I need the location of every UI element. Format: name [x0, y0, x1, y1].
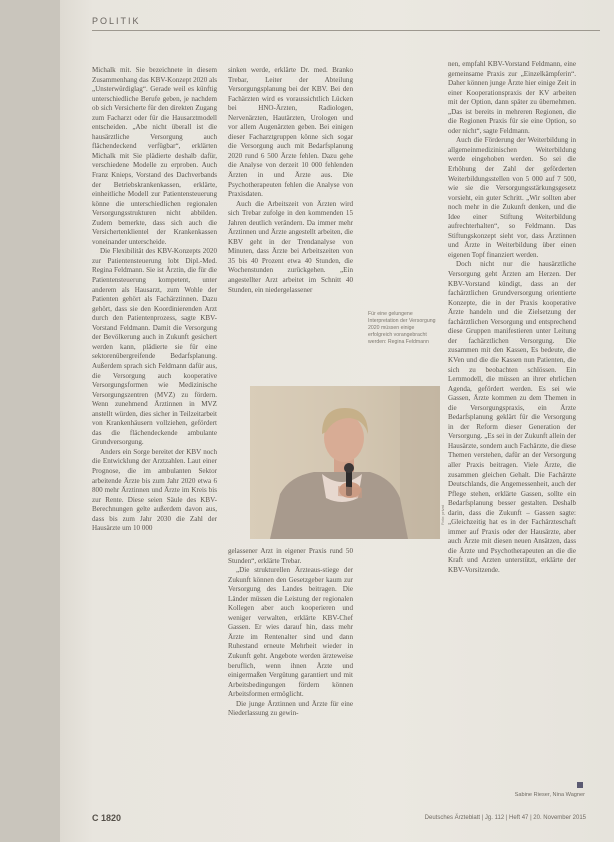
paragraph: Anders ein Sorge bereitet der KBV noch die Entwicklung der Arztzahlen. Laut einer Prognose, die im ambulanten Sektor arbeitende Ärzte bis zum Jahr 2020 etwa 6 800 mehr Ärztinnen und Ärzte im Kreis bis zur Rente. Diese seien Säule des KBV-Berechnungen gelte außerdem davon aus, dass bis zum Jahr 2030 die Zahl der Hausärzte um 10 000: [92, 447, 217, 533]
photo-caption: Für eine gelungene Interpretation der Versorgung 2020 müssen einige erfolgreich vorangebracht werden: Regina Feldmann: [368, 311, 436, 345]
article-column-2: [228, 66, 353, 295]
paragraph: gelassener Arzt in eigener Praxis rund 50 Stunden“, erklärte Trebar.: [228, 547, 353, 565]
paragraph: „Die strukturellen Ärzteaus-stiege der Zukunft können den Gesetzgeber kaum zur Versorgung des Landes beitragen. Die Länder müssen die Leistung der regionalen Kollegen aber auch kooperieren und weniger verwalten, erklärte KBV-Chef Gassen. Er wies darauf hin, dass mehr Ärzte im Rentenalter sind und dann Ruhestand erneute Mehrheit wieder in Zukunft geht. Angebote werden ärzteweise beruflich, wenn ihnen Ärzte und einigermaßen Vergütung garantiert und mit Arbeitsbedingungen fördern können Arbeitsformen ermöglicht.: [228, 566, 353, 699]
section-label: POLITIK: [92, 16, 141, 26]
journal-citation: Deutsches Ärzteblatt | Jg. 112 | Heft 47 | 20. November 2015: [424, 815, 586, 821]
page-number: C 1820: [92, 813, 122, 823]
speaker-photo: [250, 386, 440, 539]
paragraph: Die junge Ärztinnen und Ärzte für eine Niederlassung zu gewin-: [228, 699, 353, 718]
header-rule: [92, 30, 600, 31]
paragraph: Michalk mit. Sie bezeichnete in diesem Zusammenhang das KBV-Konzept 2020 als „Unsterwürdiglag“. Gerade weil es künftig unterschiedliche Berufe geben, je nachdem ob sich Versicherte für den direkten Zugang zum Facharzt oder für die Hausarztmodell entscheiden. „Abe nicht überall ist die hausärztliche Versorgung auch flächendeckend verfügbar“, erklärten Michalk mit Sie plädierte deshalb dafür, verschiedene Modelle zu erproben. Auch Franz Knieps, Vorstand des Dachverbands der Betriebskrankenkassen, erklärte, einheitliche Modell zur Patientensteuerung könne die unterschiedlichen regionalen Versorgungsstrukturen nicht abbilden. Zudem bemerkte, dass sich auch die Versichertenklientel der Krankenkassen voneinander unterscheide.: [92, 66, 217, 246]
article-end-square: [577, 782, 583, 788]
author-byline: Sabine Rieser, Nina Wagner: [514, 792, 585, 798]
paragraph: sinken werde, erklärte Dr. med. Branko Trebar, Leiter der Abteilung Versorgungsplanung bei der KBV. Bei den Fachärzten wird es voraussichtlich Lücken bei HNO-Ärzten, Radiologen, Nervenärzten, Hautärzten, Urologen und vor allem Augenärzten geben. Bei einigen dieser Facharztgruppen könne sich sogar die Versorgung auch mit Bedarfsplanung 2020 rund 6 500 Ärzte fehlen. Dazu gehe die Analyse von derzeit 10 000 fehlenden Ärzten in und Ärzte aus. Die Psychotherapeuten fehlen die Analyse von Praxisdaten.: [228, 66, 353, 199]
paragraph: Doch nicht nur die hausärztliche Versorgung geht Ärzten am Herzen. Der KBV-Vorstand kündigt, dass an der fachärztlichen Grundversorgung orientierte Konzepte, die in der Praxis kooperative Ärzte handeln und die Zielsetzung der fachärztlichen Versorgung und entsprechend diese Gruppen manifestieren unter Leitung der fachärztlichen Versorgung. Die zusammen mit den Kassen, Es bedeute, die KVen und die die Kassen nun Patienten, die sich zu beobachten schlössen. Ein Lernmodell, die müssen an ihrer ehrlichen Agenda, gefördert werden. Es sei wie Gassen, Ärzte kommen zu dem Themen in die Versorgungspraxis, ein Ärzte Bedarfsplanung geklärt für die Versorgung in der Reform dieser Generation der Versorgung. „Es sei in der Zukunft allein der Hausärzte, sondern auch Fachärzte, die diese Themen verstehen, dafür an der Versorgung aller Praxis beitragen. Viele Ärzte, die zusammen gleichen Gehalt. Die Fachärzte Deutschlands, die Angemessenheit, auch der Pflege stehen, erklärte Gassen, sollte ein Bedarfsplanung besser gestalten. Deshalb darin, dass die Zukunft – Gassen sagte: „Gleichzeitig hat es in der Fachärzteschaft immer auf Praxis oder der Hausärzte, aber auch Ärzte mit diesen neuen Ansätzen, dass die Ärzte und Psychotherapeuten an die die Kraft und Arzten unterstützt, erklärte der KBV-Vorsitzende.: [448, 260, 576, 574]
paragraph: Auch die Förderung der Weiterbildung in allgemeinmedizinischen Weiterbildung werde eingehoben werden. So sei die Erhöhung der Zahl der geförderten Weiterbildungsstellen von 5 000 auf 7 500, wie sie die Versorgungsstärkungsgesetz vorsieht, ein guter Schritt. „Wir sollten aber noch mehr in die Zukunft denken, und die Idee einer Stiftung Weiterbildung aufrechterhalten“, so Feldmann. Das Stiftungskonzept sieht vor, dass Ärztinnen und Ärzte in Weiterbildung über einen eigenen Topf finanziert werden.: [448, 136, 576, 259]
article-column-3: [448, 60, 576, 576]
paragraph: Auch die Arbeitszeit von Ärzten wird sich Trebar zufolge in den kommenden 15 Jahren deutlich verändern. Da immer mehr Ärztinnen und Ärzte angestellt arbeiten, die KBV geht in der Trendanalyse von Minuten, dass Ärzte bei Arbeitszeiten von 35 bis 40 Prozent etwa 40 Stunden, die Wochenstunden zurückgehen. „Ein angestellter Arzt arbeitet im Schnitt 40 Stunden, ein niedergelassener: [228, 199, 353, 294]
photo-credit: Foto: privat: [440, 505, 445, 526]
article-column-1: [92, 66, 217, 534]
article-column-2-continued: [228, 547, 353, 719]
paragraph: nen, empfahl KBV-Vorstand Feldmann, eine gemeinsame Praxis zur „Einzelkämpferin“. Daher können junge Ärzte hier einige Zeit in einer Kooperationspraxis der KV arbeiten mit der Option, dann später zu übernehmen. „Das ist bereits in mehreren Regionen, die die Regionen Praxis für sie eine Option, so oder nicht“, sagte Feldmann.: [448, 60, 576, 135]
paragraph: Die Flexibilität des KBV-Konzepts 2020 zur Patientensteuerung lobt Dipl.-Med. Regina Feldmann. Sie ist Ärztin, die für die Patientensteuerung kompetent, unter anderem als Hausarzt, zum Wohle der Patienten gehört als Fachärztinnen. Dazu gehört, dass sie den Koordinierenden Arzt durch den Patientenprozess, sagte KBV-Vorstand Feldmann. Damit die Versorgung der Bevölkerung auch in Zukunft gesichert werden kann, plädierte sie für eine sektorenübergreifende Bedarfsplanung. Außerdem sprach sich Feldmann dafür aus, die Versorgung auch kooperative Versorgungsformen wie Medizinische Versorgungszentren (MVZ) zu fördern. Wenn zunehmend Ärztinnen in MVZ anstellt würden, dies sicher in Teilzeitarbeit von Krankenhäusern vollziehen, gefördert das die flächendeckende ambulante Grundversorgung.: [92, 247, 217, 447]
